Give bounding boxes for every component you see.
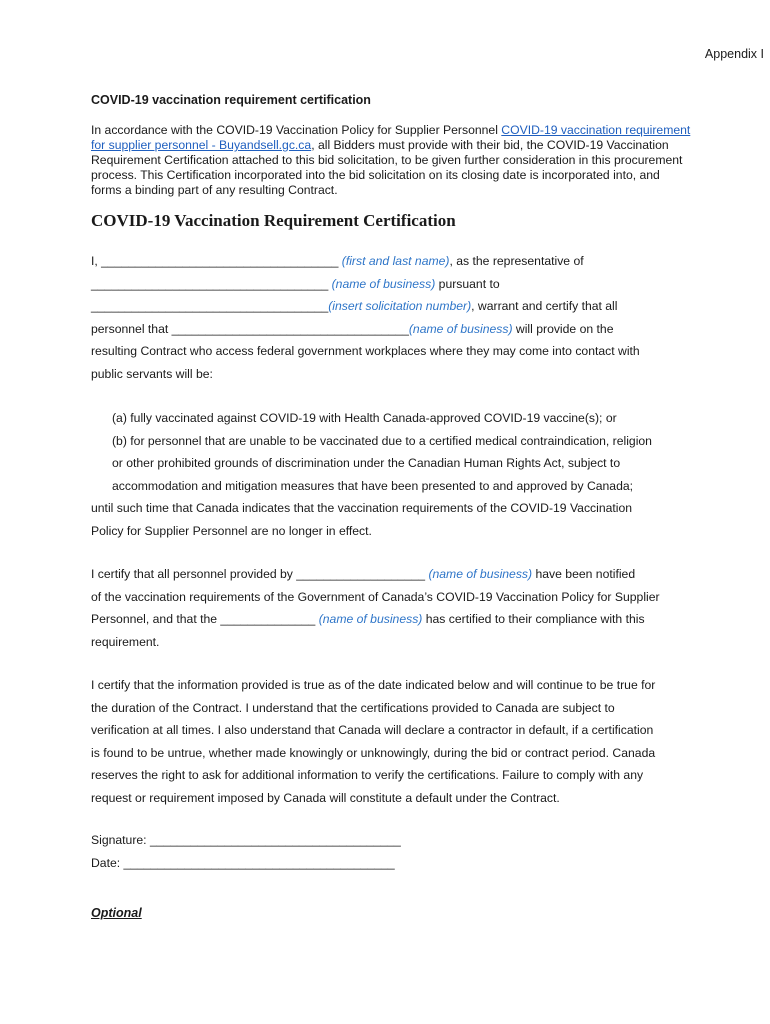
info-cert-line: the duration of the Contract. I understand that the certifications provided to Canada are subject to (91, 700, 615, 715)
solicitation-blank[interactable]: ___________________________________ (91, 299, 329, 314)
condition-b-line: (b) for personnel that are unable to be vaccinated due to a certified medical contraindication, religion (112, 433, 652, 448)
name-hint: (first and last name) (341, 254, 450, 268)
statement-line: resulting Contract who access federal government workplaces where they may come into contact with (91, 344, 640, 359)
certification-title: COVID-19 Vaccination Requirement Certification (91, 211, 456, 230)
section-title: COVID-19 vaccination requirement certification (91, 93, 371, 107)
info-cert-line: request or requirement imposed by Canada will constitute a default under the Contract. (91, 790, 560, 805)
solicitation-hint: (insert solicitation number) (328, 299, 472, 314)
business-blank[interactable]: ___________________________________ (91, 276, 332, 291)
info-cert-line: is found to be untrue, whether made knowingly or unknowingly, during the bid or contract period. Canada (91, 745, 656, 760)
condition-b-line: or other prohibited grounds of discrimination under the Canadian Human Rights Act, subject to (112, 456, 621, 471)
intro-text-before: In accordance with the COVID-19 Vaccination Policy for Supplier Personnel (91, 123, 502, 137)
cert-text: have been notified (532, 567, 636, 581)
statement-line-name (91, 250, 691, 273)
intro-paragraph (91, 123, 691, 198)
compliance-business-hint: (name of business) (318, 612, 423, 627)
personnel-cert-line: of the vaccination requirements of the Government of Canada’s COVID-19 Vaccination Policy for Supplier (91, 589, 660, 604)
personnel-cert-line: requirement. (91, 634, 160, 649)
date-field[interactable]: Date: ________________________________________ (91, 855, 395, 870)
statement-line-business (91, 273, 691, 296)
appendix-label: Appendix I (704, 47, 764, 61)
personnel-provider-blank[interactable]: I certify that all personnel provided by ___________________ (91, 567, 429, 581)
personnel-business-hint: (name of business) (408, 321, 513, 336)
information-certification (91, 674, 691, 810)
personnel-cert-line-1 (91, 563, 691, 586)
condition-b-line: accommodation and mitigation measures that have been presented to and approved by Canada; (112, 478, 634, 493)
statement-text: will provide on the (512, 321, 614, 336)
intro-text-after: , all Bidders must provide with their bid, the COVID-19 Vaccination Requirement Certification attached to this bid solicitation, to be given further consideration in this procurement process. This Certification incorporated into the bid solicitation on its closing date is incorporated into, and forms a binding part of any resulting Contract. (91, 138, 683, 197)
until-clause-line: until such time that Canada indicates that the vaccination requirements of the COVID-19 Vaccination (91, 501, 633, 516)
info-cert-line: verification at all times. I also understand that Canada will declare a contractor in default, if a certification (91, 723, 654, 738)
provider-business-hint: (name of business) (428, 567, 533, 581)
info-cert-line: reserves the right to ask for additional information to verify the certifications. Failure to comply with any (91, 768, 644, 783)
statement-line: public servants will be: (91, 366, 213, 381)
signature-field[interactable]: Signature: _____________________________________ (91, 833, 401, 847)
personnel-cert-line-3 (91, 608, 691, 631)
statement-line-solicitation (91, 295, 691, 318)
representative-statement (91, 250, 691, 386)
name-blank[interactable]: I, ___________________________________ (91, 254, 342, 268)
personnel-certification (91, 563, 691, 653)
business-hint: (name of business) (331, 276, 436, 291)
buyandsell-link[interactable]: COVID-19 vaccination requirement for supplier personnel - Buyandsell.gc.ca (91, 123, 691, 152)
statement-line-personnel (91, 318, 691, 341)
statement-text: , as the representative of (449, 254, 584, 268)
optional-heading: Optional (91, 906, 142, 920)
compliance-business-blank[interactable]: Personnel, and that the ______________ (91, 612, 319, 627)
statement-text: , warrant and certify that all (471, 299, 618, 314)
until-clause-line: Policy for Supplier Personnel are no longer in effect. (91, 523, 372, 538)
signature-block (91, 829, 691, 874)
cert-text: has certified to their compliance with this (422, 612, 645, 627)
statement-text: pursuant to (435, 276, 500, 291)
vaccination-conditions (91, 407, 691, 543)
personnel-business-blank[interactable]: personnel that ___________________________________ (91, 321, 409, 336)
info-cert-line: I certify that the information provided is true as of the date indicated below and will continue to be true for (91, 678, 656, 692)
condition-a: (a) fully vaccinated against COVID-19 with Health Canada-approved COVID-19 vaccine(s); or (112, 411, 617, 425)
